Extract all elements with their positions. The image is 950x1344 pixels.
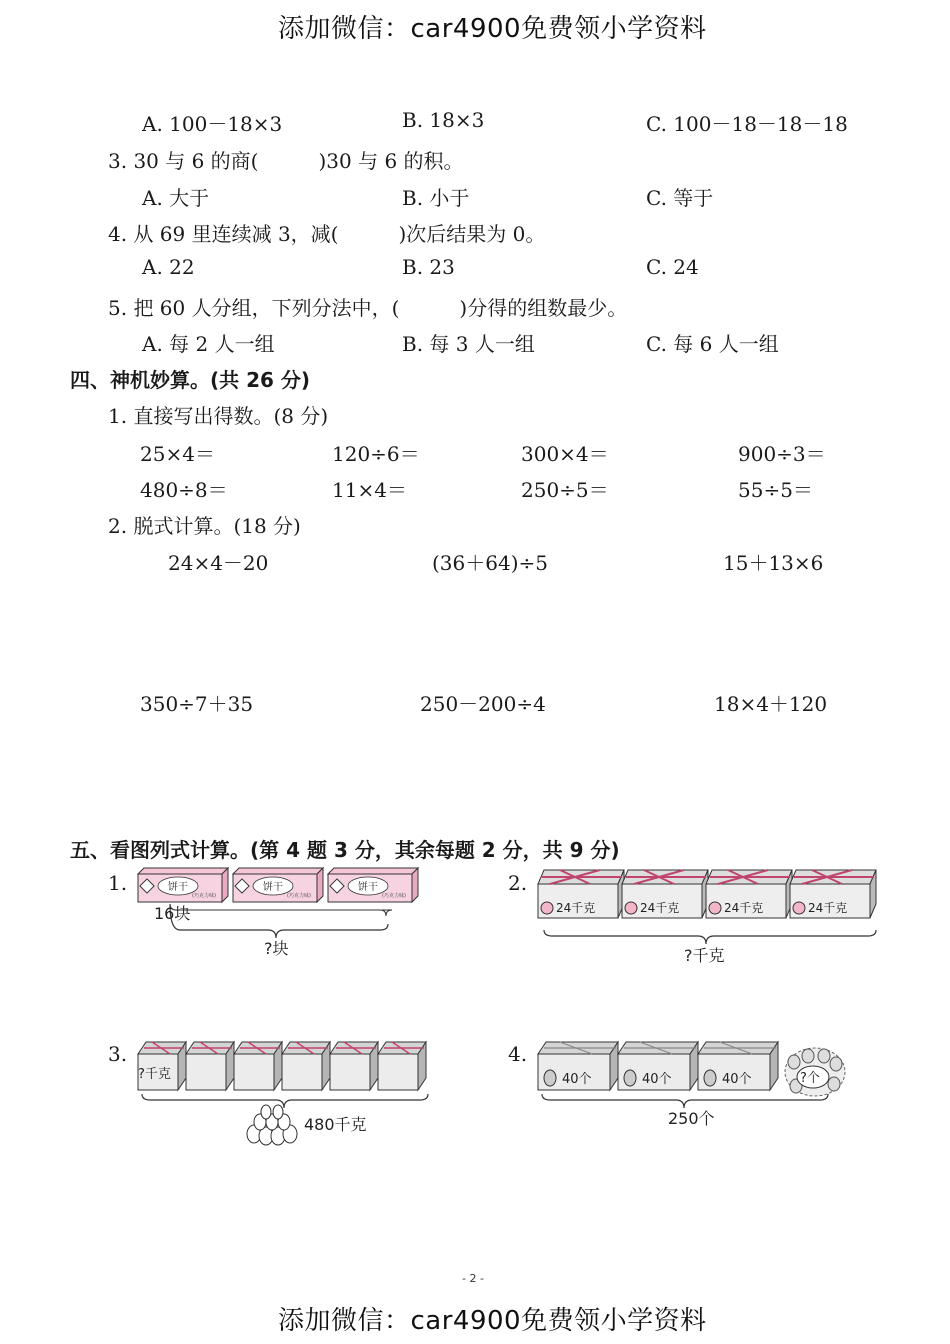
box-weight-label: 24千克 [640, 901, 680, 915]
q2-option-a: A. 100－18×3 [142, 112, 283, 136]
cargo-box [138, 1042, 186, 1090]
total-label: 480千克 [304, 1115, 367, 1134]
q3-option-a: A. 大于 [142, 186, 210, 210]
cargo-box [234, 1042, 282, 1090]
q4-option-c: C. 24 [646, 255, 699, 279]
q3-option-b: B. 小于 [402, 186, 470, 210]
box-count-label: 40个 [562, 1072, 592, 1087]
ask-label: ?千克 [684, 946, 725, 965]
section5-title: 五、看图列式计算。(第 4 题 3 分，其余每题 2 分，共 9 分) [70, 838, 620, 862]
unknown-weight-label: ?千克 [138, 1067, 171, 1082]
problem2-number: 2. [508, 871, 528, 895]
oral-calc-item: 11×4＝ [332, 478, 407, 502]
q4-stem: 4. 从 69 里连续减 3，减( )次后结果为 0。 [108, 222, 546, 246]
stepwise-calc-item: 24×4－20 [168, 551, 269, 575]
gift-box [706, 870, 792, 918]
q3-stem: 3. 30 与 6 的商( )30 与 6 的积。 [108, 149, 464, 173]
biscuit-sub: (巧克力味) [382, 893, 406, 899]
gift-box [790, 870, 876, 918]
section4-part1-title: 1. 直接写出得数。(8 分) [108, 404, 329, 428]
q2-option-b: B. 18×3 [402, 108, 485, 132]
cargo-box [282, 1042, 330, 1090]
cargo-box [378, 1042, 426, 1090]
stepwise-calc-item: (36＋64)÷5 [432, 551, 548, 575]
cargo-boxes-figure [130, 1036, 450, 1150]
pear-pile-icon [247, 1105, 297, 1145]
given-label: 16块 [154, 904, 191, 923]
box-count-label: 40个 [642, 1072, 672, 1087]
oral-calc-item: 900÷3＝ [738, 442, 826, 466]
oral-calc-item: 480÷8＝ [140, 478, 228, 502]
watermark-top: 添加微信：car4900免费领小学资料 [278, 14, 707, 44]
ask-label: ?块 [264, 939, 289, 958]
section4-part2-title: 2. 脱式计算。(18 分) [108, 514, 301, 538]
q4-option-b: B. 23 [402, 255, 455, 279]
problem1-number: 1. [108, 871, 128, 895]
page-number: - 2 - [462, 1272, 484, 1285]
q5-option-c: C. 每 6 人一组 [646, 332, 779, 356]
biscuit-box [138, 868, 228, 902]
box-count-label: 40个 [722, 1072, 752, 1087]
q4-option-a: A. 22 [142, 255, 195, 279]
strawberry-box [698, 1042, 778, 1090]
oral-calc-item: 300×4＝ [521, 442, 609, 466]
stepwise-calc-item: 15＋13×6 [723, 551, 824, 575]
biscuit-sub: (巧克力味) [287, 893, 311, 899]
oral-calc-item: 250÷5＝ [521, 478, 609, 502]
problem3-number: 3. [108, 1042, 128, 1066]
total-label: 250个 [668, 1109, 715, 1128]
cargo-box [330, 1042, 378, 1090]
q3-option-c: C. 等于 [646, 186, 714, 210]
oral-calc-item: 120÷6＝ [332, 442, 420, 466]
oral-calc-item: 55÷5＝ [738, 478, 813, 502]
biscuit-boxes-figure [130, 864, 430, 964]
stepwise-calc-item: 350÷7＋35 [140, 692, 254, 716]
section4-title: 四、神机妙算。(共 26 分) [70, 368, 311, 392]
biscuit-box [328, 868, 418, 902]
gift-box [538, 870, 624, 918]
oral-calc-item: 25×4＝ [140, 442, 215, 466]
loose-strawberries-icon [785, 1048, 845, 1096]
stepwise-calc-item: 250－200÷4 [420, 692, 546, 716]
biscuit-sub: (巧克力味) [192, 893, 216, 899]
unknown-count-label: ?个 [800, 1071, 820, 1086]
stepwise-calc-item: 18×4＋120 [714, 692, 828, 716]
biscuit-label: 饼干 [263, 882, 283, 893]
gift-box [622, 870, 708, 918]
strawberry-boxes-figure [530, 1036, 860, 1136]
q2-option-c: C. 100－18－18－18 [646, 112, 848, 136]
cargo-box [186, 1042, 234, 1090]
biscuit-label: 饼干 [358, 882, 378, 893]
strawberry-box [538, 1042, 618, 1090]
strawberry-box [618, 1042, 698, 1090]
biscuit-box [233, 868, 323, 902]
biscuit-label: 饼干 [168, 882, 188, 893]
q5-option-b: B. 每 3 人一组 [402, 332, 535, 356]
problem4-number: 4. [508, 1042, 528, 1066]
q5-option-a: A. 每 2 人一组 [142, 332, 275, 356]
box-weight-label: 24千克 [724, 901, 764, 915]
gift-boxes-figure [530, 864, 890, 974]
box-weight-label: 24千克 [808, 901, 848, 915]
watermark-bottom: 添加微信：car4900免费领小学资料 [278, 1306, 707, 1336]
q5-stem: 5. 把 60 人分组，下列分法中，( )分得的组数最少。 [108, 296, 628, 320]
box-weight-label: 24千克 [556, 901, 596, 915]
